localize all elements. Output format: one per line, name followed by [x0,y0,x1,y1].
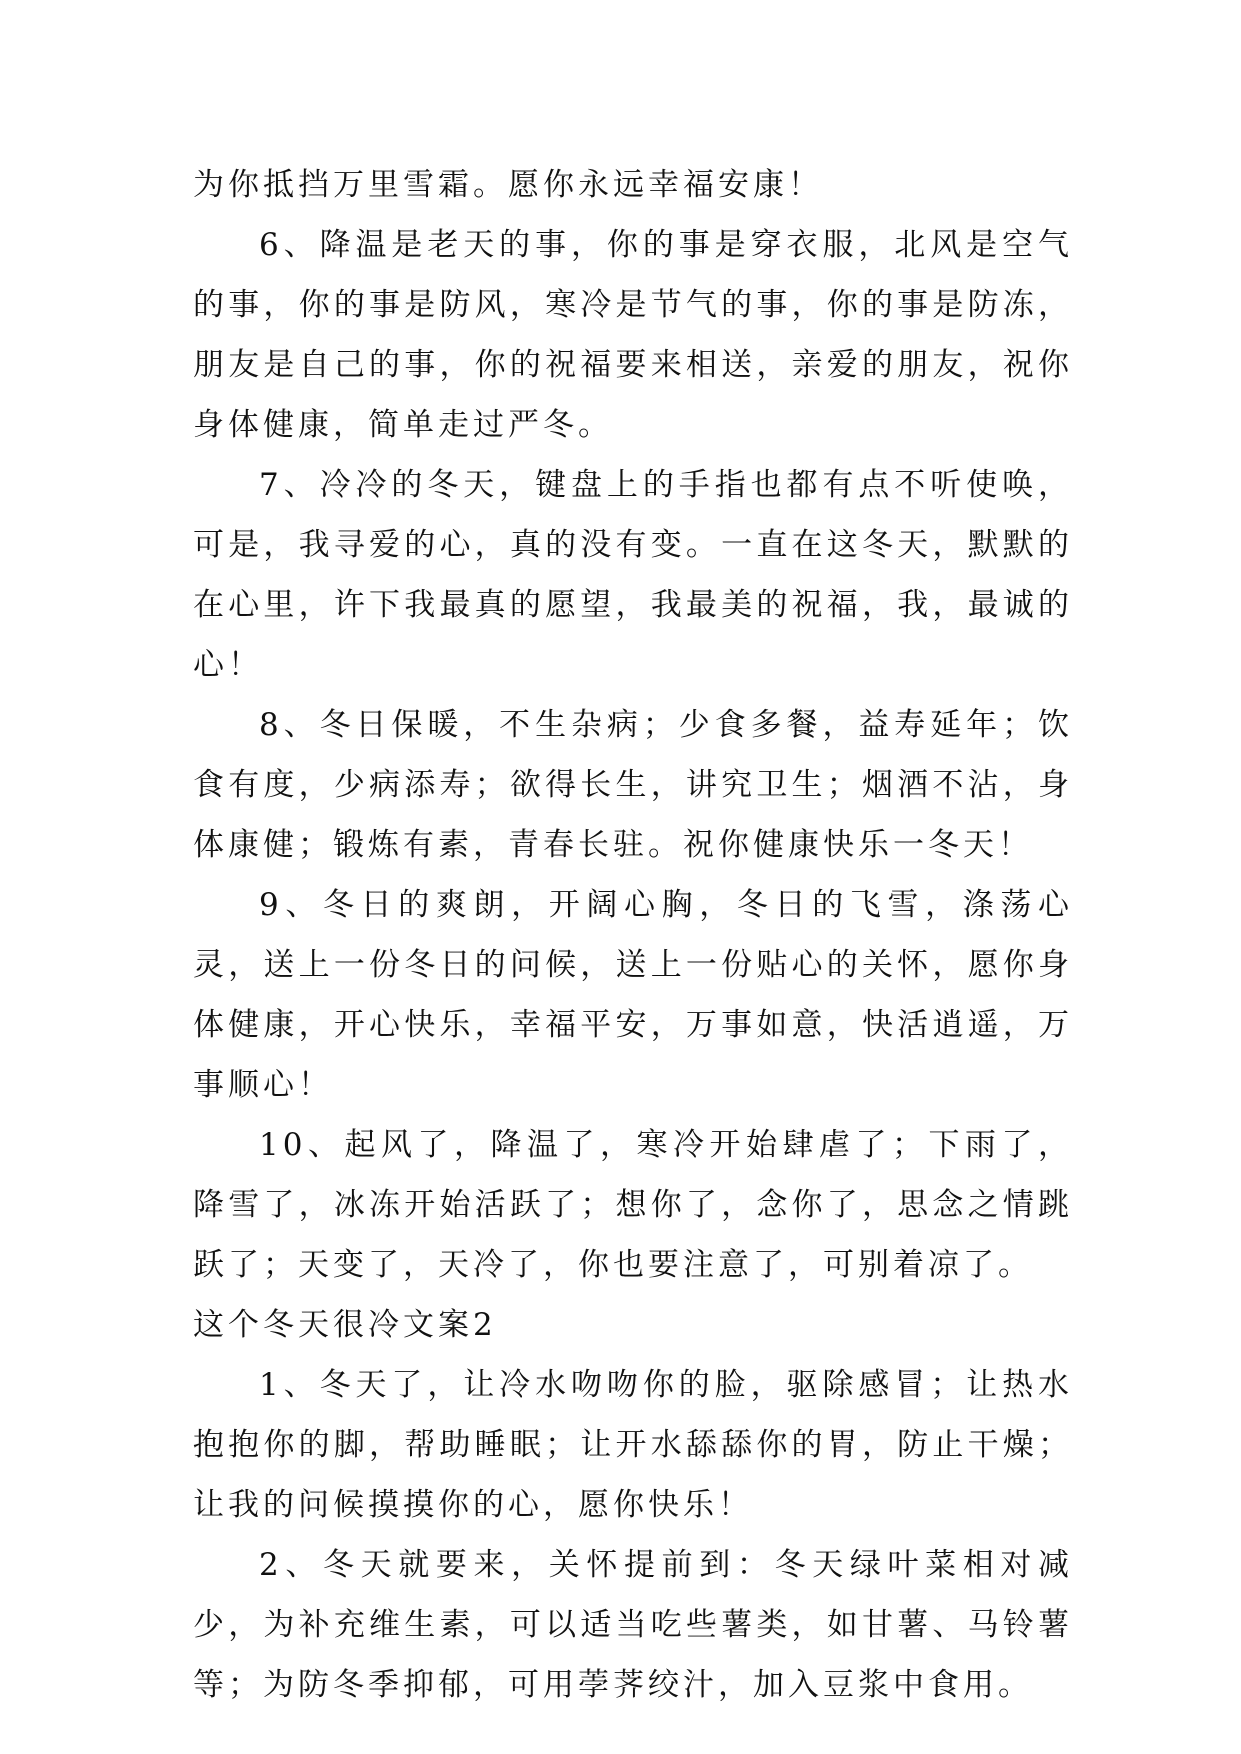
paragraph-item-9: 9、冬日的爽朗，开阔心胸，冬日的飞雪，涤荡心灵，送上一份冬日的问候，送上一份贴心的关怀，愿你身体健康，开心快乐，幸福平安，万事如意，快活逍遥，万事顺心！ [193,887,1073,1103]
paragraph-item-10: 10、起风了，降温了，寒冷开始肆虐了；下雨了，降雪了，冰冻开始活跃了；想你了，念你了，思念之情跳跃了；天变了，天冷了，你也要注意了，可别着凉了。 [193,1127,1073,1283]
paragraph-item-6: 6、降温是老天的事，你的事是穿衣服，北风是空气的事，你的事是防风，寒冷是节气的事，你的事是防冻，朋友是自己的事，你的祝福要来相送，亲爱的朋友，祝你身体健康，简单走过严冬。 [193,227,1073,443]
paragraph-item-2: 2、冬天就要来，关怀提前到：冬天绿叶菜相对减少，为补充维生素，可以适当吃些薯类，如甘薯、马铃薯等；为防冬季抑郁，可用荸荠绞汁，加入豆浆中食用。 [193,1547,1073,1703]
paragraph-item-8: 8、冬日保暖，不生杂病；少食多餐，益寿延年；饮食有度，少病添寿；欲得长生，讲究卫生；烟酒不沾，身体康健；锻炼有素，青春长驻。祝你健康快乐一冬天！ [193,707,1073,863]
document-body [193,155,1073,1715]
paragraph-item-7: 7、冷冷的冬天，键盘上的手指也都有点不听使唤，可是，我寻爱的心，真的没有变。一直在这冬天，默默的在心里，许下我最真的愿望，我最美的祝福，我，最诚的心！ [193,467,1073,683]
section-heading: 这个冬天很冷文案2 [193,1307,497,1343]
paragraph-continued: 为你抵挡万里雪霜。愿你永远幸福安康！ [193,167,823,203]
paragraph-item-1: 1、冬天了，让冷水吻吻你的脸，驱除感冒；让热水抱抱你的脚，帮助睡眠；让开水舔舔你的胃，防止干燥；让我的问候摸摸你的心，愿你快乐！ [193,1367,1073,1523]
